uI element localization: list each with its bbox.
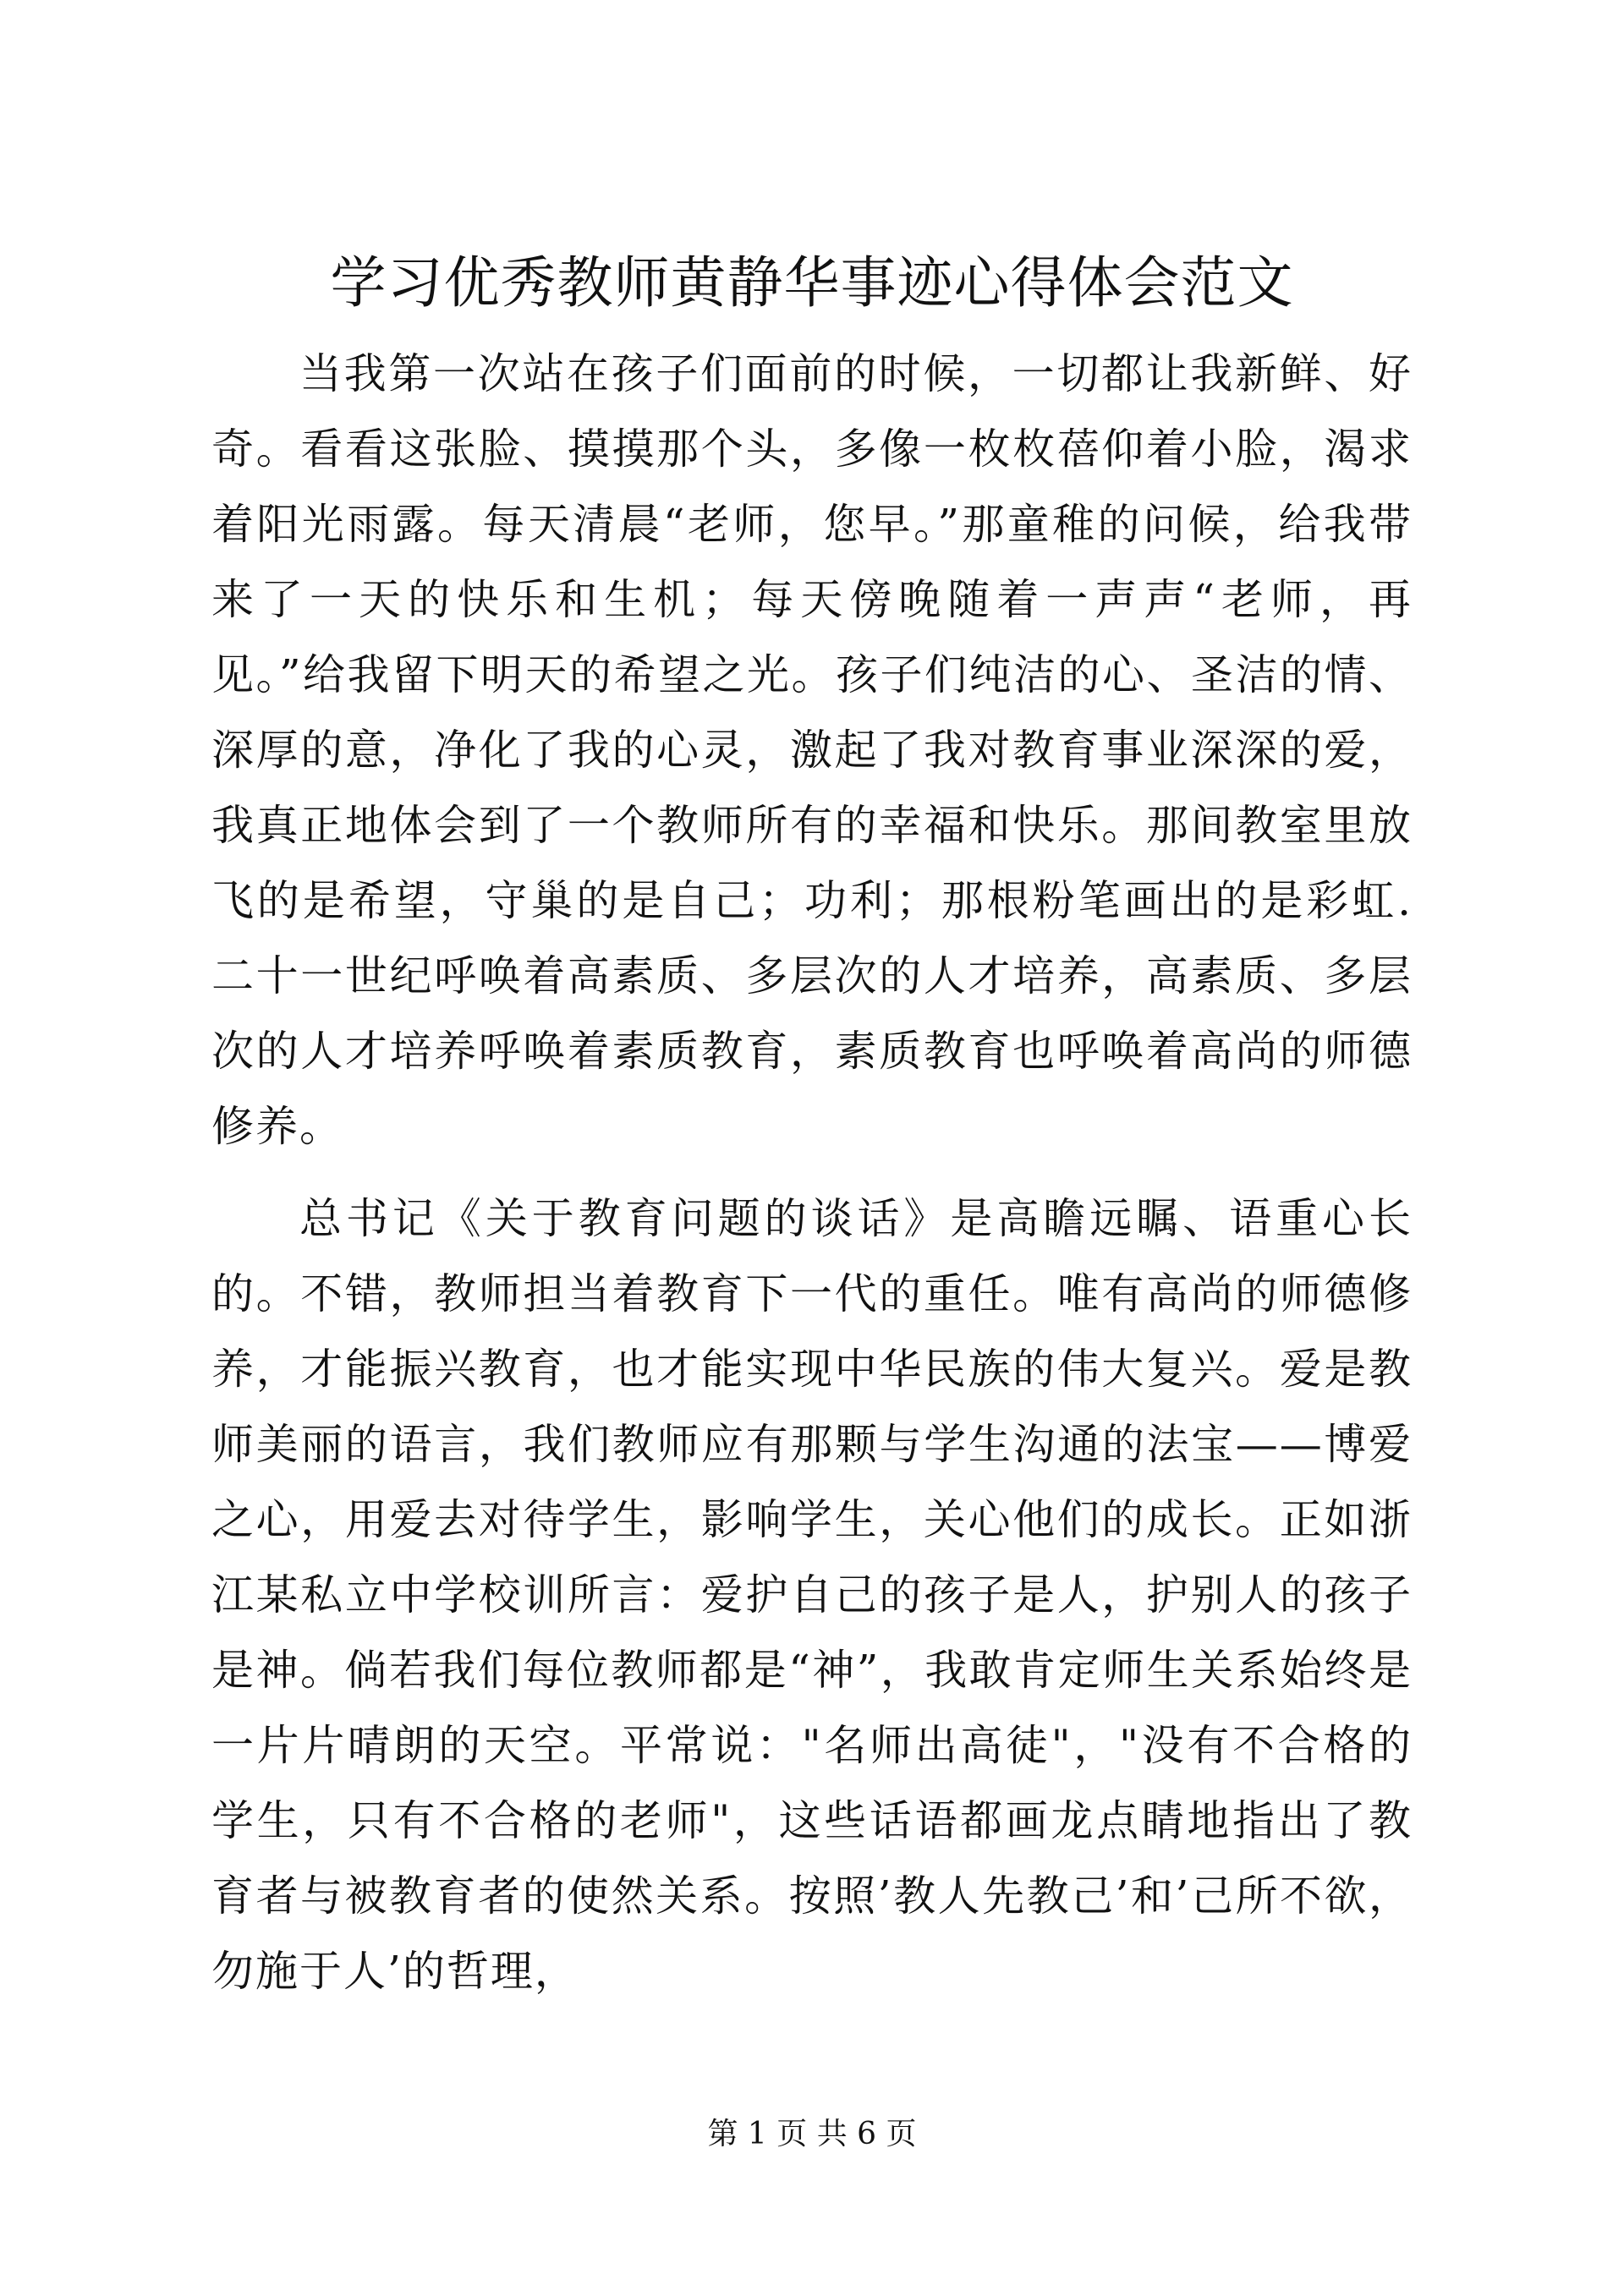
document-body <box>211 337 1413 2026</box>
paragraph-1: 当我第一次站在孩子们面前的时候，一切都让我新鲜、好奇。看看这张脸、摸摸那个头，多像一枚枚蓓仰着小脸，渴求着阳光雨露。每天清晨“老师，您早。”那童稚的问候，给我带来了一天的快乐和生机；每天傍晚随着一声声“老师，再见。”给我留下明天的希望之光。孩子们纯洁的心、圣洁的情、深厚的意，净化了我的心灵，激起了我对教育事业深深的爱，我真正地体会到了一个教师所有的幸福和快乐。那间教室里放飞的是希望，守巢的是自己；功利；那根粉笔画出的是彩虹.二十一世纪呼唤着高素质、多层次的人才培养，高素质、多层次的人才培养呼唤着素质教育，素质教育也呼唤着高尚的师德修养。 <box>211 349 1413 1151</box>
paragraph-2: 总书记《关于教育问题的谈话》是高瞻远瞩、语重心长的。不错，教师担当着教育下一代的重任。唯有高尚的师德修养，才能振兴教育，也才能实现中华民族的伟大复兴。爱是教师美丽的语言，我们教师应有那颗与学生沟通的法宝——博爱之心，用爱去对待学生，影响学生，关心他们的成长。正如浙江某私立中学校训所言：爱护自己的孩子是人，护别人的孩子是神。倘若我们每位教师都是“神”，我敢肯定师生关系始终是一片片晴朗的天空。平常说："名师出高徒"，"没有不合格的学生，只有不合格的老师"，这些话语都画龙点睛地指出了教育者与被教育者的使然关系。按照’教人先教己’和’己所不欲，勿施于人’的哲理， <box>211 1194 1413 1996</box>
document-title: 学习优秀教师黄静华事迹心得体会范文 <box>330 250 1294 315</box>
page-footer: 第 1 页 共 6 页 <box>707 2117 917 2151</box>
